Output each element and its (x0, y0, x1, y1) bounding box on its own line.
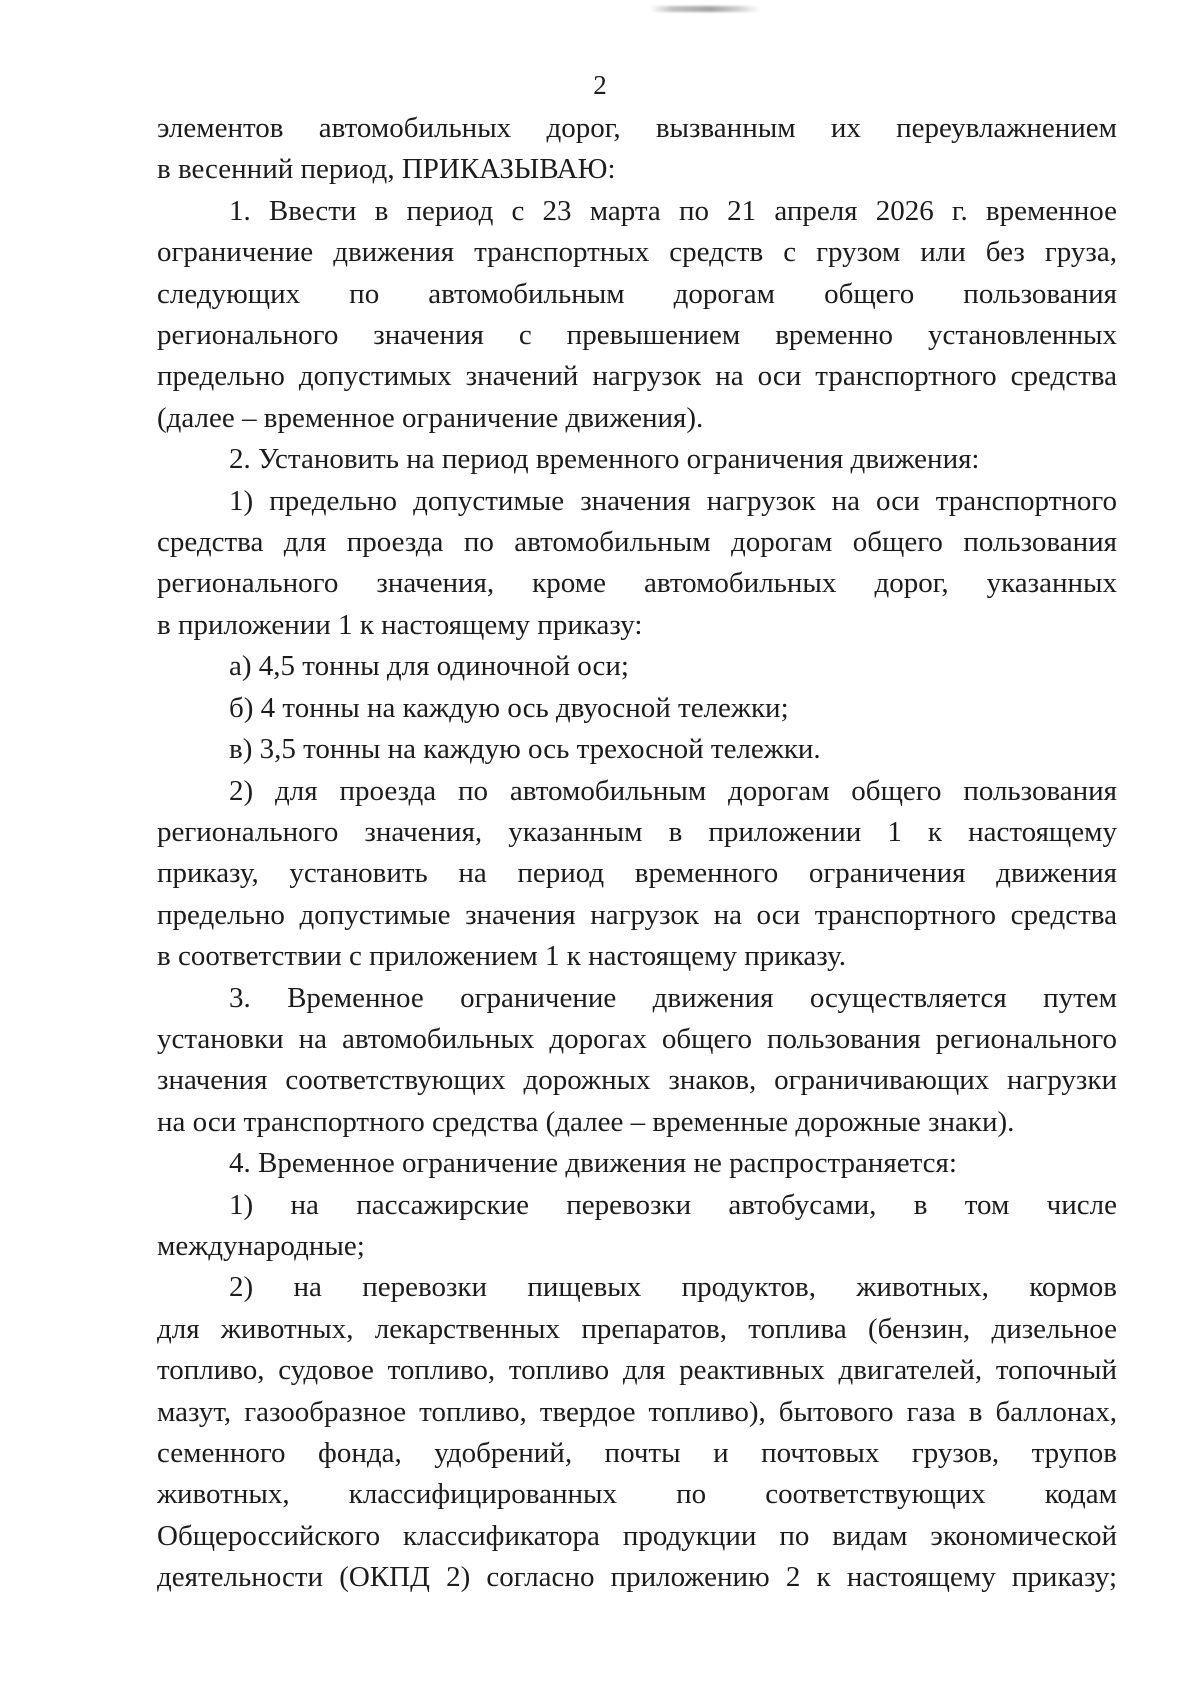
text-line: мазут, газообразное топливо, твердое топливо), бытового газа в баллонах, (157, 1395, 1117, 1428)
text-line: в соответствии с приложением 1 к настоящему приказу. (157, 940, 846, 973)
text-line: регионального значения с превышением временно установленных (157, 319, 1117, 352)
text-line: 2) для проезда по автомобильным дорогам общего пользования (229, 774, 1117, 807)
text-line: 2. Установить на период временного ограничения движения: (229, 443, 980, 476)
text-line: в приложении 1 к настоящему приказу: (157, 608, 643, 641)
text-line: 2) на перевозки пищевых продуктов, животных, кормов (229, 1271, 1117, 1304)
text-line: в) 3,5 тонны на каждую ось трехосной тележки. (229, 733, 821, 766)
text-line: 4. Временное ограничение движения не распространяется: (229, 1147, 957, 1180)
text-line: регионального значения, кроме автомобильных дорог, указанных (157, 567, 1117, 600)
text-line: деятельности (ОКПД 2) согласно приложению 2 к настоящему приказу; (157, 1561, 1117, 1594)
text-line: установки на автомобильных дорогах общего пользования регионального (157, 1022, 1117, 1055)
page-number: 2 (593, 70, 607, 100)
text-line: (далее – временное ограничение движения). (157, 401, 704, 434)
text-line: средства для проезда по автомобильным дорогам общего пользования (157, 526, 1117, 559)
text-line: международные; (157, 1229, 365, 1262)
scan-artifact (650, 6, 760, 12)
text-line: ограничение движения транспортных средств с грузом или без груза, (157, 236, 1117, 269)
text-line: 1) предельно допустимые значения нагрузок на оси транспортного (229, 484, 1117, 517)
text-line: животных, классифицированных по соответствующих кодам (157, 1478, 1117, 1511)
text-line: значения соответствующих дорожных знаков, ограничивающих нагрузки (157, 1064, 1117, 1097)
text-line: семенного фонда, удобрений, почты и почтовых грузов, трупов (157, 1437, 1117, 1469)
text-line: элементов автомобильных дорог, вызванным их переувлажнением (157, 112, 1117, 144)
text-line: 1. Ввести в период с 23 марта по 21 апреля 2026 г. временное (229, 194, 1117, 227)
text-line: следующих по автомобильным дорогам общего пользования (157, 277, 1117, 310)
text-line: а) 4,5 тонны для одиночной оси; (229, 650, 629, 683)
text-line: б) 4 тонны на каждую ось двуосной тележки; (229, 691, 789, 724)
text-line: Общероссийского классификатора продукции по видам экономической (157, 1519, 1117, 1552)
document-body (157, 108, 1117, 1599)
text-line: предельно допустимых значений нагрузок на оси транспортного средства (157, 360, 1117, 393)
text-line: регионального значения, указанным в приложении 1 к настоящему (157, 815, 1117, 848)
text-line: 1) на пассажирские перевозки автобусами, в том числе (229, 1188, 1117, 1221)
text-line: 3. Временное ограничение движения осуществляется путем (229, 981, 1117, 1014)
text-line: приказу, установить на период временного ограничения движения (157, 857, 1117, 890)
text-line: на оси транспортного средства (далее – временные дорожные знаки). (157, 1105, 1015, 1138)
text-line: для животных, лекарственных препаратов, топлива (бензин, дизельное (157, 1312, 1117, 1345)
text-line: в весенний период, ПРИКАЗЫВАЮ: (157, 153, 616, 186)
text-line: топливо, судовое топливо, топливо для реактивных двигателей, топочный (157, 1354, 1117, 1387)
text-line: предельно допустимые значения нагрузок на оси транспортного средства (157, 898, 1117, 931)
